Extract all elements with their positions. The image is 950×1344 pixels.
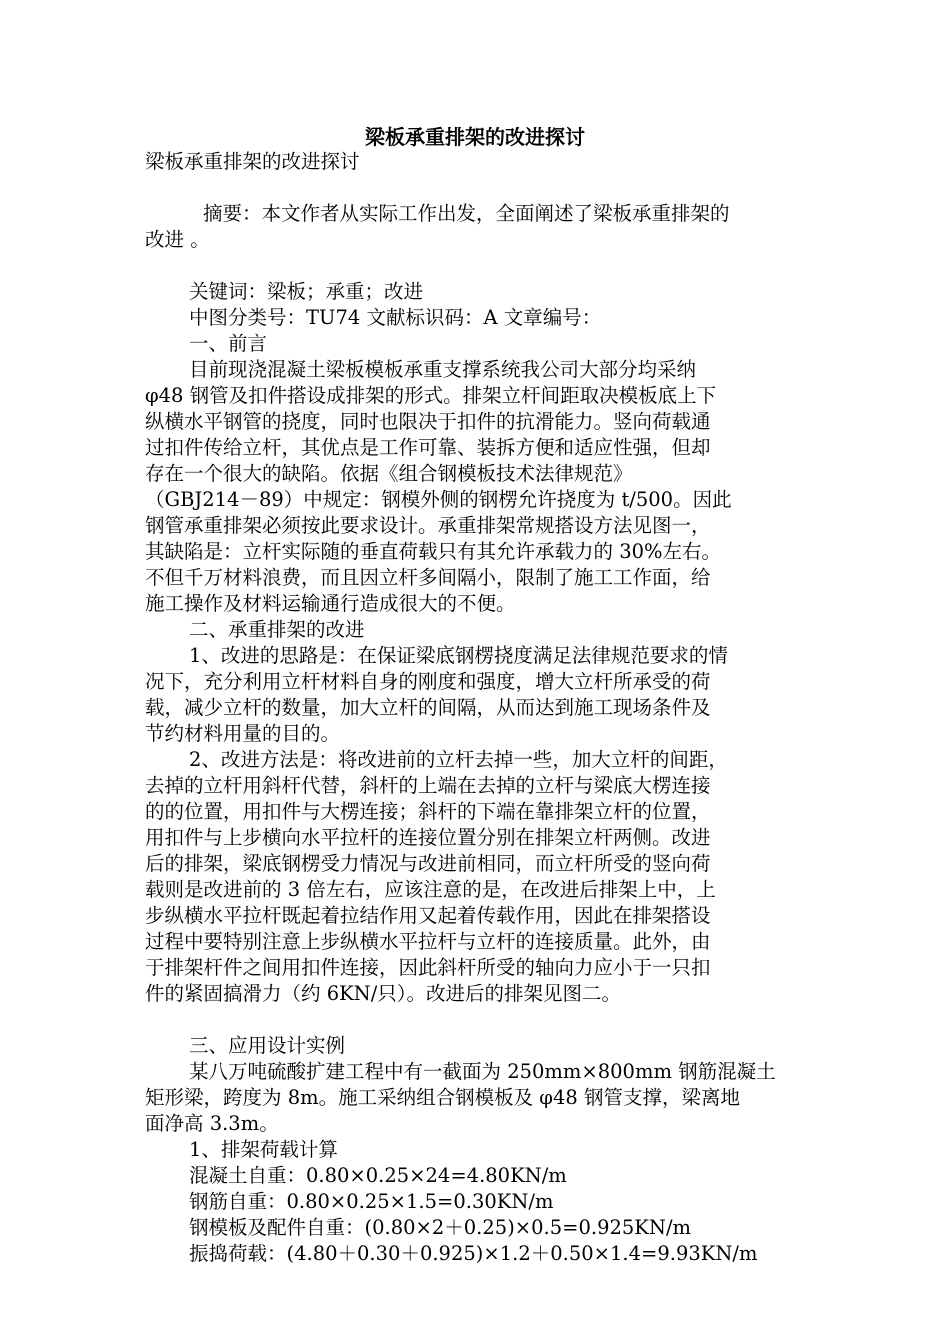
text-line: 不但千万材料浪费，而且因立杆多间隔小，限制了施工工作面，给 xyxy=(145,566,711,589)
text-line: 三、应用设计实例 xyxy=(189,1034,346,1057)
text-line: 关键词：梁板；承重；改进 xyxy=(189,280,424,303)
text-line: 况下，充分利用立杆材料自身的刚度和强度，增大立杆所承受的荷 xyxy=(145,670,711,693)
blank-line xyxy=(145,253,825,279)
text-line: 载，减少立杆的数量，加大立杆的间隔，从而达到施工现场条件及 xyxy=(145,696,711,719)
text-line: φ48 钢管及扣件搭设成排架的形式。排架立杆间距取决模板底上下 xyxy=(145,384,717,407)
text-line: 于排架杆件之间用扣件连接，因此斜杆所受的轴向力应小于一只扣 xyxy=(145,956,711,979)
text-line: 1、排架荷载计算 xyxy=(189,1138,338,1161)
text-line: 钢模板及配件自重：(0.80×2＋0.25)×0.5=0.925KN/m xyxy=(189,1216,692,1239)
text-line: 钢管承重排架必须按此要求设计。承重排架常规搭设方法见图一， xyxy=(145,514,711,537)
document-subtitle: 梁板承重排架的改进探讨 xyxy=(145,150,360,173)
text-line: 过扣件传给立杆，其优点是工作可靠、装拆方便和适应性强，但却 xyxy=(145,436,711,459)
text-line: （GBJ214－89）中规定：钢模外侧的钢楞允许挠度为 t/500。因此 xyxy=(145,488,732,511)
text-line: 改进 。 xyxy=(145,228,210,251)
text-line: 过程中要特别注意上步纵横水平拉杆与立杆的连接质量。此外，由 xyxy=(145,930,711,953)
text-line: 件的紧固搞滑力（约 6KN/只）。改进后的排架见图二。 xyxy=(145,982,622,1005)
text-line: 混凝土自重：0.80×0.25×24=4.80KN/m xyxy=(189,1164,567,1187)
text-line: 纵横水平钢管的挠度，同时也限决于扣件的抗滑能力。竖向荷载通 xyxy=(145,410,711,433)
text-line: 振捣荷载：(4.80＋0.30＋0.925)×1.2＋0.50×1.4=9.93KN/m xyxy=(189,1242,758,1265)
text-line: 去掉的立杆用斜杆代替，斜杆的上端在去掉的立杆与梁底大楞连接 xyxy=(145,774,711,797)
text-line: 中图分类号：TU74 文献标识码：A 文章编号： xyxy=(189,306,602,329)
text-line: 一、前言 xyxy=(189,332,268,355)
text-line: 摘要：本文作者从实际工作出发，全面阐述了梁板承重排架的 xyxy=(203,202,730,225)
text-line: 存在一个很大的缺陷。依据《组合钢模板技术法律规范》 xyxy=(145,462,633,485)
text-line: 用扣件与上步横向水平拉杆的连接位置分别在排架立杆两侧。改进 xyxy=(145,826,711,849)
text-line: 1、改进的思路是：在保证梁底钢楞挠度满足法律规范要求的情 xyxy=(189,644,728,667)
text-line: 后的排架，梁底钢楞受力情况与改进前相同，而立杆所受的竖向荷 xyxy=(145,852,711,875)
text-line: 施工操作及材料运输通行造成很大的不便。 xyxy=(145,592,516,615)
text-line: 2、改进方法是：将改进前的立杆去掉一些，加大立杆的间距， xyxy=(189,748,728,771)
text-line: 二、承重排架的改进 xyxy=(189,618,365,641)
document-body xyxy=(145,149,825,1267)
text-line: 载则是改进前的 3 倍左右，应该注意的是，在改进后排架上中，上 xyxy=(145,878,716,901)
text-line: 钢筋自重：0.80×0.25×1.5=0.30KN/m xyxy=(189,1190,554,1213)
paragraph-lines xyxy=(145,175,825,1267)
text-line: 面净高 3.3m。 xyxy=(145,1112,279,1135)
text-line: 目前现浇混凝土梁板模板承重支撑系统我公司大部分均采纳 xyxy=(189,358,697,381)
blank-line xyxy=(145,1007,825,1033)
text-line: 其缺陷是：立杆实际随的垂直荷载只有其允许承载力的 30%左右。 xyxy=(145,540,722,563)
document-title: 梁板承重排架的改进探讨 xyxy=(365,125,585,149)
text-line: 矩形梁，跨度为 8m。施工采纳组合钢模板及 φ48 钢管支撑，梁离地 xyxy=(145,1086,740,1109)
text-line: 步纵横水平拉杆既起着拉结作用又起着传载作用，因此在排架搭设 xyxy=(145,904,711,927)
text-line: 的的位置，用扣件与大楞连接；斜杆的下端在靠排架立杆的位置， xyxy=(145,800,711,823)
text-line: 节约材料用量的目的。 xyxy=(145,722,341,745)
blank-line xyxy=(145,175,825,201)
text-line: 某八万吨硫酸扩建工程中有一截面为 250mm×800mm 钢筋混凝土 xyxy=(189,1060,776,1083)
